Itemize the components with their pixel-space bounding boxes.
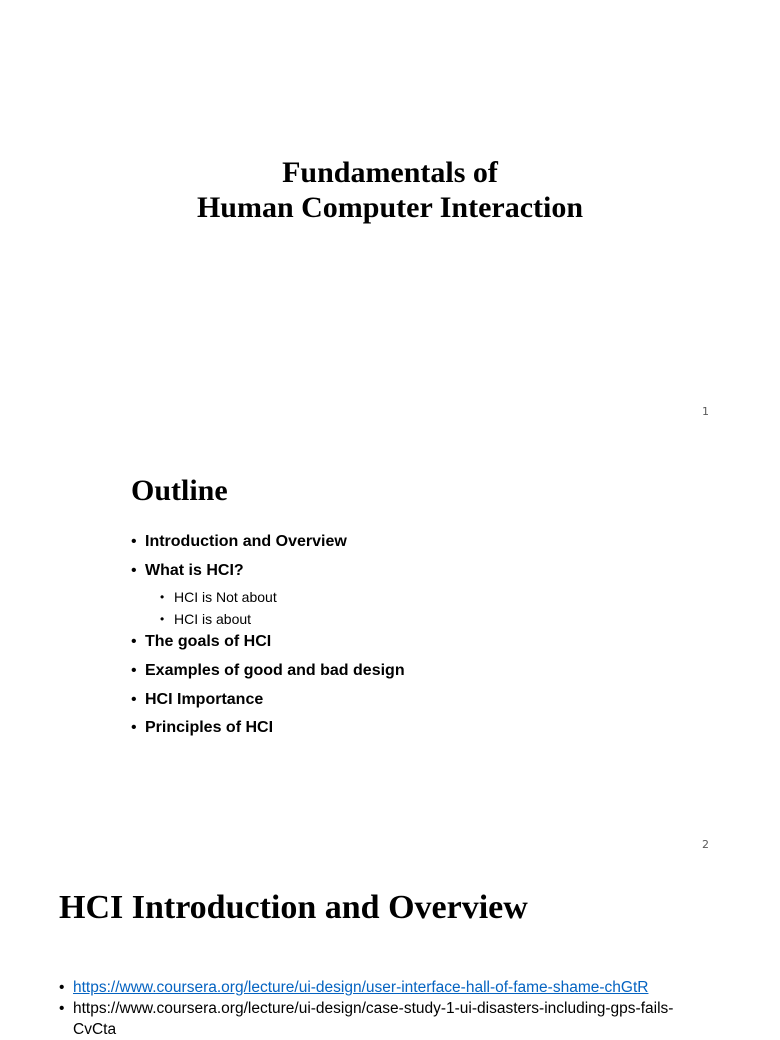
outline-item-label: Examples of good and bad design xyxy=(145,661,405,679)
section-title: HCI Introduction and Overview xyxy=(59,889,528,926)
outline-item xyxy=(131,530,405,559)
bullet-icon: • xyxy=(131,719,137,737)
outline-item-label: HCI Importance xyxy=(145,690,264,708)
bullet-icon: • xyxy=(59,1000,65,1017)
outline-item xyxy=(131,716,405,745)
bullet-icon: • xyxy=(131,561,137,579)
coursera-link-ui-disasters[interactable]: https://www.coursera.org/lecture/ui-design/case-study-1-ui-disasters-including-gps-fails-CvCta xyxy=(73,1000,674,1038)
slide-number: 2 xyxy=(702,838,709,851)
outline-item xyxy=(131,659,405,688)
bullet-icon: • xyxy=(131,690,137,708)
link-list xyxy=(59,977,709,1040)
slide-2 xyxy=(0,433,768,866)
bullet-icon: • xyxy=(131,661,137,679)
slide-number: 1 xyxy=(702,405,709,418)
bullet-icon: • xyxy=(131,533,137,550)
outline-subitem-label: HCI is Not about xyxy=(174,589,277,606)
presentation-title xyxy=(0,155,780,225)
bullet-icon: • xyxy=(59,979,65,996)
outline-title: Outline xyxy=(131,474,228,507)
slide-1 xyxy=(0,0,768,433)
title-line-1: Fundamentals of xyxy=(282,156,498,189)
title-line-2: Human Computer Interaction xyxy=(196,191,584,224)
outline-item-label: Introduction and Overview xyxy=(145,533,347,550)
outline-item-label: The goals of HCI xyxy=(145,633,272,651)
slide-3 xyxy=(0,866,768,1038)
outline-subitem xyxy=(160,587,405,609)
link-item xyxy=(59,998,709,1040)
outline-item xyxy=(131,630,405,659)
outline-item xyxy=(131,559,405,588)
outline-subitem-label: HCI is about xyxy=(174,610,252,627)
outline-subitem xyxy=(160,609,405,631)
link-item xyxy=(59,977,709,998)
outline-item xyxy=(131,688,405,717)
bullet-icon: • xyxy=(160,611,165,626)
coursera-link-hall-of-fame[interactable]: https://www.coursera.org/lecture/ui-design/user-interface-hall-of-fame-shame-chGtR xyxy=(73,979,649,996)
bullet-icon: • xyxy=(160,590,165,605)
outline-item-label: What is HCI? xyxy=(145,561,244,579)
outline-list xyxy=(131,530,405,745)
outline-item-label: Principles of HCI xyxy=(145,719,274,737)
bullet-icon: • xyxy=(131,633,137,651)
